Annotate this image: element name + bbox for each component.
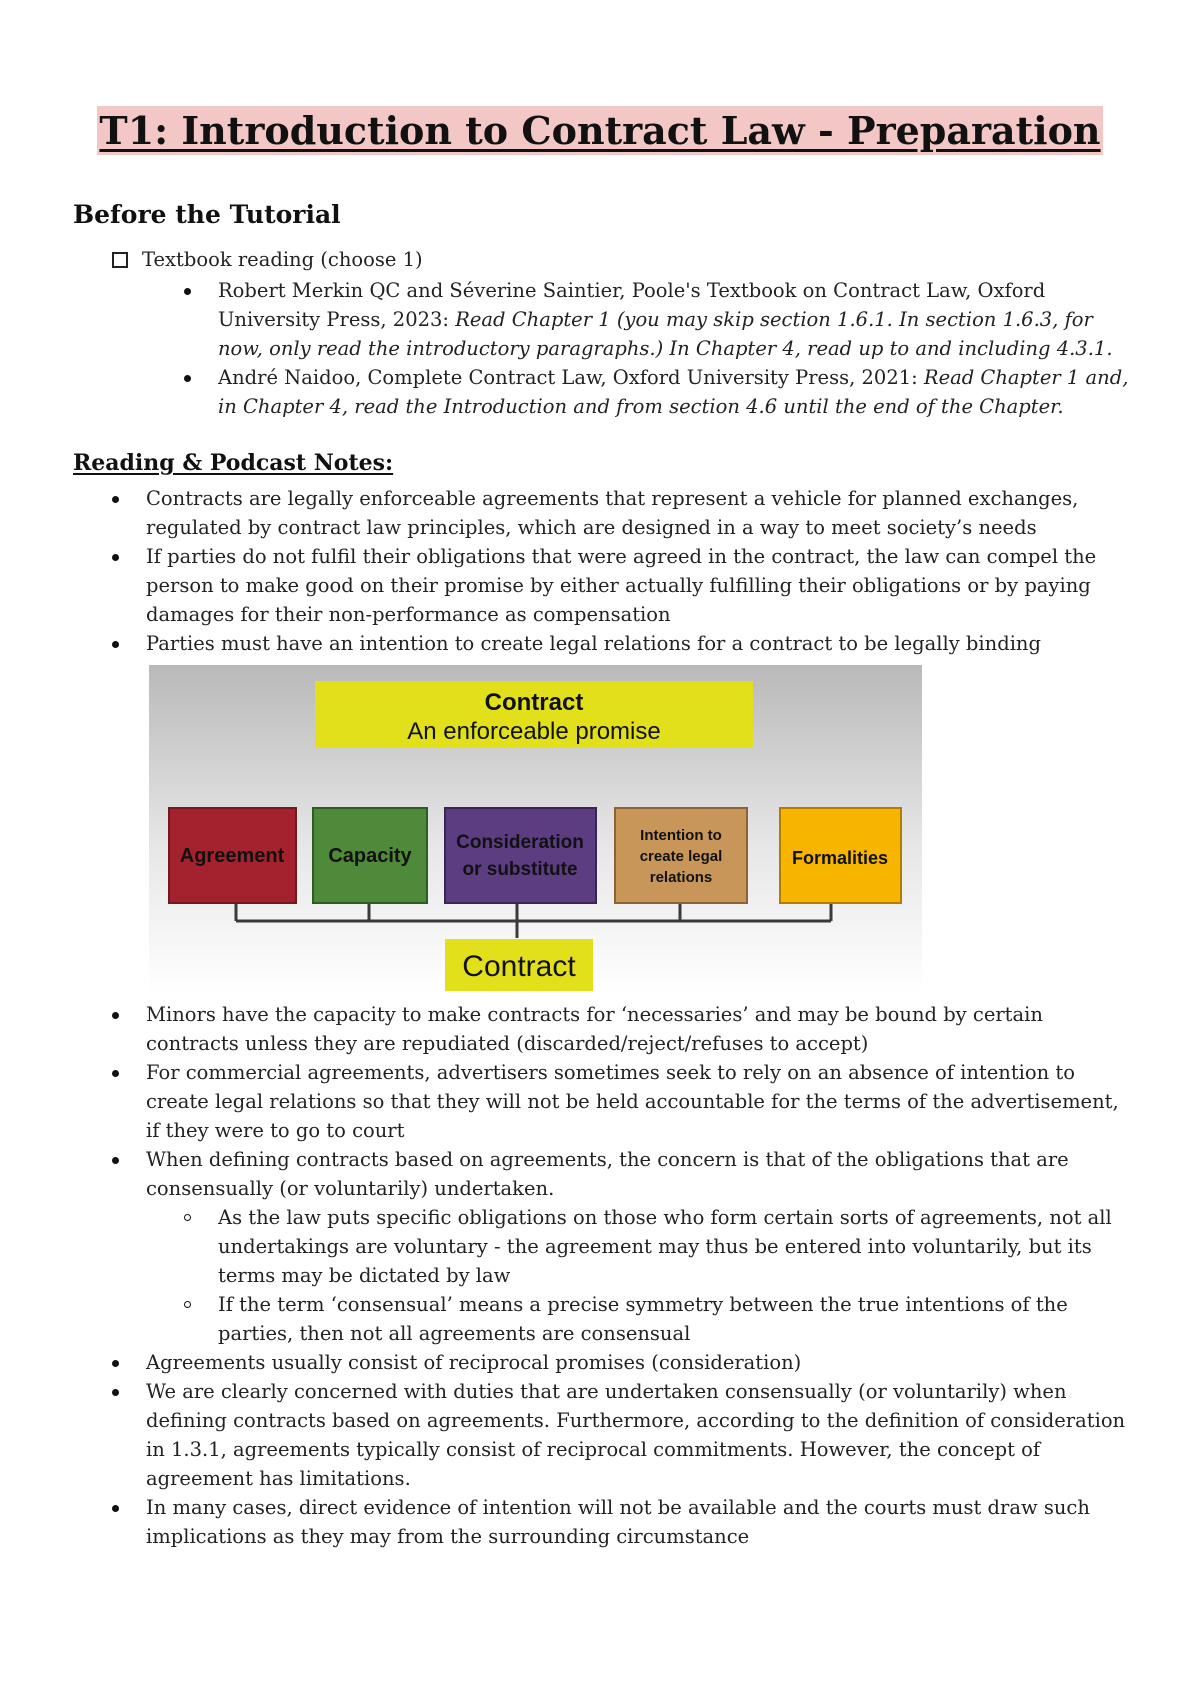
bullet-icon (112, 1505, 119, 1512)
bullet-icon (112, 1389, 119, 1396)
list-item: Contracts are legally enforceable agreements that represent a vehicle for planned exchanges, regulated by contract law principles, which are designed in a way to meet society’s needs (146, 484, 1136, 542)
page-title: T1: Introduction to Contract Law - Preparation (99, 108, 1101, 153)
list-item: Parties must have an intention to create legal relations for a contract to be legally binding (146, 629, 1136, 658)
diagram-top-subtitle: An enforceable promise (407, 718, 661, 745)
bullet-icon (112, 1157, 119, 1164)
diagram-top-title: Contract (484, 689, 584, 716)
element-agreement (169, 808, 296, 903)
book-list (218, 276, 1138, 421)
list-item: We are clearly concerned with duties that are undertaken consensually (or voluntarily) when defining contracts based on agreements. Furthermore, according to the definition of consideration in 1.3.1, agreements typically consist of reciprocal commitments. However, the concept of agreement has limitations. (146, 1377, 1136, 1493)
section-heading-notes: Reading & Podcast Notes: (73, 450, 394, 476)
bullet-icon (112, 496, 119, 503)
svg-text:Intention to: Intention to (640, 827, 722, 844)
list-item: Robert Merkin QC and Séverine Saintier, Poole's Textbook on Contract Law, Oxford University Press, 2023: Read Chapter 1 (you may skip section 1.6.1. In section 1.6.3, for now, only read the introductory paragraphs.) In Chapter 4, read up to and including 4.3.1. (218, 276, 1138, 363)
bullet-icon (112, 554, 119, 561)
section-heading-before-tutorial: Before the Tutorial (73, 200, 341, 229)
bullet-icon (112, 1070, 119, 1077)
list-item: In many cases, direct evidence of intention will not be available and the courts must draw such implications as they may from the surrounding circumstance (146, 1493, 1136, 1551)
element-consideration (445, 808, 596, 903)
svg-text:or substitute: or substitute (462, 859, 578, 880)
list-item: For commercial agreements, advertisers sometimes seek to rely on an absence of intention to create legal relations so that they will not be held accountable for the terms of the advertisement, if they were to go to court (146, 1058, 1136, 1145)
bullet-icon (112, 1360, 119, 1367)
element-capacity (313, 808, 427, 903)
task-label: Textbook reading (choose 1) (142, 248, 423, 271)
element-intention (615, 808, 747, 903)
svg-text:Agreement: Agreement (179, 845, 285, 867)
bullet-icon (184, 375, 191, 382)
sub-list-item: If the term ‘consensual’ means a precise symmetry between the true intentions of the parties, then not all agreements are consensual (218, 1290, 1136, 1348)
checkbox-icon[interactable] (112, 252, 128, 268)
svg-text:Capacity: Capacity (328, 845, 412, 867)
notes-list-1 (146, 484, 1136, 658)
element-formalities (780, 808, 901, 903)
contract-diagram (149, 665, 922, 995)
bullet-icon (112, 641, 119, 648)
diagram-bottom-label: Contract (462, 950, 576, 983)
svg-text:Consideration: Consideration (456, 832, 584, 853)
list-item: Agreements usually consist of reciprocal promises (consideration) (146, 1348, 1136, 1377)
svg-text:Formalities: Formalities (791, 848, 889, 868)
list-item: When defining contracts based on agreements, the concern is that of the obligations that are consensually (or voluntarily) undertaken. (146, 1145, 1136, 1203)
circle-bullet-icon (184, 1214, 191, 1221)
bullet-icon (184, 288, 191, 295)
list-item: André Naidoo, Complete Contract Law, Oxford University Press, 2021: Read Chapter 1 and, in Chapter 4, read the Introduction and from section 4.6 until the end of the Chapter. (218, 363, 1138, 421)
circle-bullet-icon (184, 1301, 191, 1308)
task-row (112, 245, 423, 274)
list-item: Minors have the capacity to make contracts for ‘necessaries’ and may be bound by certain contracts unless they are repudiated (discarded/reject/refuses to accept) (146, 1000, 1136, 1058)
svg-text:create legal: create legal (639, 848, 723, 865)
svg-text:relations: relations (649, 869, 713, 886)
list-item: If parties do not fulfil their obligations that were agreed in the contract, the law can compel the person to make good on their promise by either actually fulfilling their obligations or by paying damages for their non-performance as compensation (146, 542, 1136, 629)
notes-list-2 (146, 1000, 1136, 1551)
bullet-icon (112, 1012, 119, 1019)
sub-list-item: As the law puts specific obligations on those who form certain sorts of agreements, not all undertakings are voluntary - the agreement may thus be entered into voluntarily, but its terms may be dictated by law (218, 1203, 1136, 1290)
